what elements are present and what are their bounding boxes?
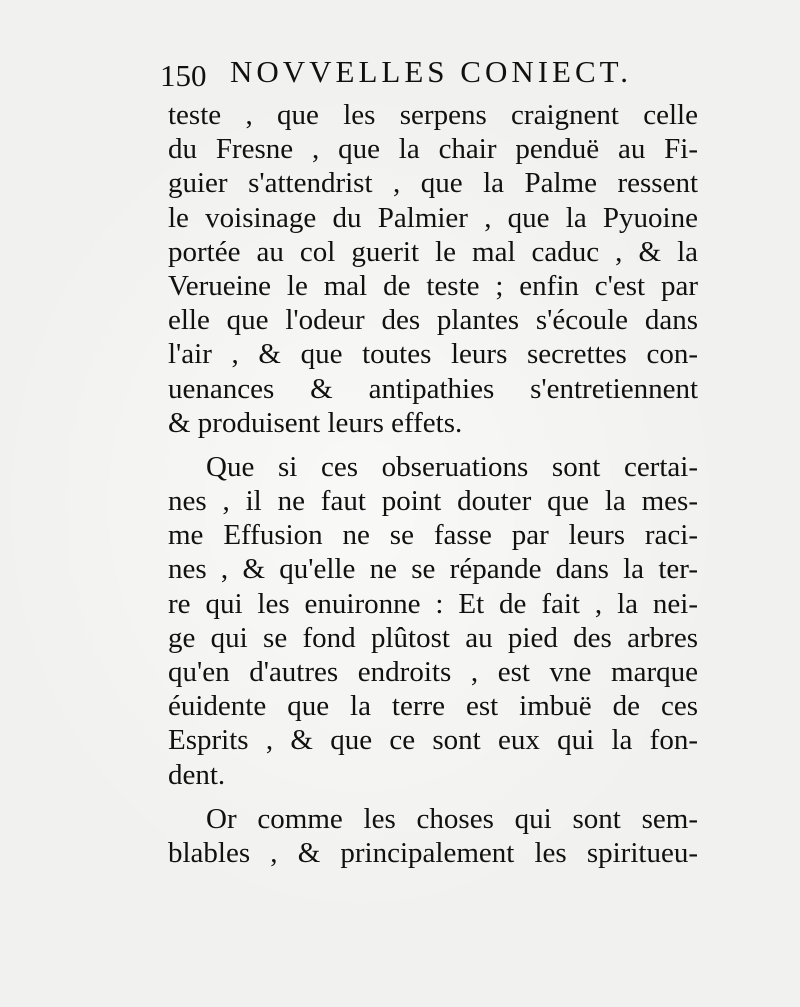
text-line: le voisinage du Palmier , que la Pyuoine bbox=[168, 201, 698, 234]
text-line: & produisent leurs effets. bbox=[168, 406, 463, 439]
text-line: me Effusion ne se fasse par leurs raci- bbox=[168, 519, 698, 552]
page-header bbox=[160, 54, 700, 94]
paragraph bbox=[168, 98, 698, 440]
text-line: re qui les enuironne : Et de fait , la nei- bbox=[168, 587, 698, 620]
text-line: Or comme les choses qui sont sem- bbox=[206, 802, 698, 835]
text-line: Esprits , & que ce sont eux qui la fon- bbox=[168, 724, 698, 757]
text-line: qu'en d'autres endroits , est vne marque bbox=[168, 656, 698, 688]
running-title: NOVVELLES CONIECT. bbox=[230, 54, 633, 89]
paragraph bbox=[168, 450, 698, 792]
text-line: portée au col guerit le mal caduc , & la bbox=[168, 235, 698, 268]
text-line: elle que l'odeur des plantes s'écoule dans bbox=[168, 304, 698, 337]
text-line: Que si ces obseruations sont certai- bbox=[206, 450, 698, 483]
body-text bbox=[168, 98, 698, 870]
text-line: blables , & principalement les spiritueu- bbox=[168, 836, 698, 869]
text-line: Verueine le mal de teste ; enfin c'est par bbox=[168, 269, 698, 302]
paragraph bbox=[168, 802, 698, 870]
text-line: teste , que les serpens craignent celle bbox=[168, 99, 698, 131]
text-line: uenances & antipathies s'entretiennent bbox=[168, 372, 698, 405]
text-line: ge qui se fond plûtost au pied des arbres bbox=[168, 621, 698, 654]
text-line: guier s'attendrist , que la Palme ressent bbox=[168, 167, 698, 200]
text-line: dent. bbox=[168, 758, 226, 791]
text-line: l'air , & que toutes leurs secrettes con- bbox=[168, 338, 698, 371]
page-number: 150 bbox=[160, 58, 207, 93]
text-line: éuidente que la terre est imbuë de ces bbox=[168, 690, 698, 723]
text-line: nes , & qu'elle ne se répande dans la ter- bbox=[168, 553, 698, 586]
text-line: nes , il ne faut point douter que la mes- bbox=[168, 485, 698, 518]
text-line: du Fresne , que la chair penduë au Fi- bbox=[168, 133, 698, 166]
